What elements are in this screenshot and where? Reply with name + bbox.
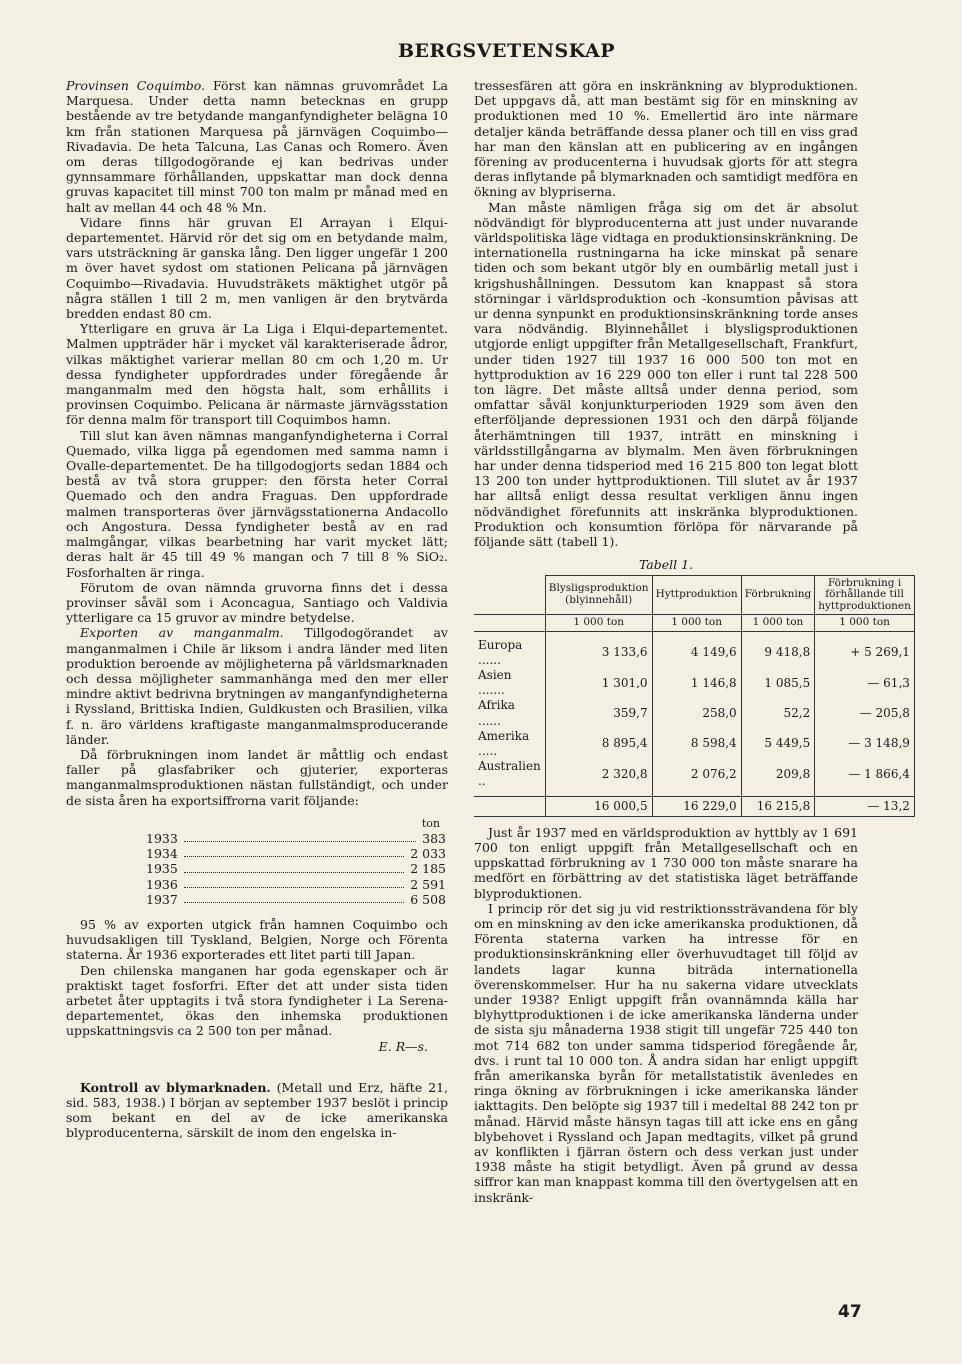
signature: E. R—s. [378,1038,428,1054]
value-cell: 209,8 [741,759,815,796]
exports-value: 6 508 [410,891,446,907]
paragraph-text: (Metall und Erz, häfte 21, sid. 583, 1938.) I början av september 1937 beslöt i princip som bekant en del av de icke amerikanska blyproducenterna, särskilt de inom den engelska in- [66,1079,449,1141]
value-cell: 4 149,6 [652,631,741,668]
value-cell: — 1 866,4 [815,759,915,796]
lead-table [474,575,915,817]
section-lead: Provinsen Coquimbo. [66,78,206,93]
paragraph: tressesfären att göra en inskränkning av blyproduktionen. Det uppgavs då, att man bestämt sig för en minskning av produktionen med 10 %. Emellertid äro inte närmare detaljer kända beträffande dessa planer och till en viss grad har man den känslan att en publicering av en ingången förening av producenterna i huvudsak gjorts för att stegra deras inflytande på blymarknaden och samtidigt medföra en ökning av blypriserna. [474,78,858,200]
exports-value: 383 [422,830,446,846]
paragraph: Man måste nämligen fråga sig om det är absolut nödvändigt för blyproducenterna att just under nuvarande världspolitiska läge vidtaga en produktionsinskränkning. De internationella rustningarna ha icke minskat på senare tiden och som bekant utgör bly en oumbärlig metall just i krigshushållningen. Dessutom kan knappast så stora störningar i världsproduktion och -konsumtion påvisas att ur denna synpunkt en produktionsinskränkning torde anses vara nödvändig. Blyinnehållet i blysligsproduktionen utgjorde enligt uppgifter från Metallgesellschaft, Frankfurt, under tiden 1927 till 1937 16 000 500 ton mot en hyttproduktion av 16 229 000 ton eller i runt tal 228 500 ton lägre. Det måste alltså under denna period, som omfattar såväl konjunkturperioden 1929 som även den efterföljande depressionen 1931 och den därpå följande återhämtningen till 1937, inträtt en minskning i världsstillgångarna av blymalm. Men även förbrukningen har under denna tidsperiod med 16 215 800 ton legat blott 13 200 ton under hyttproduktionen. Till slutet av år 1937 har alltså enligt dessa resultat verkligen ännu ingen nödvändighet förefunnits att inskränka blyproduktionen. Produktion och konsumtion förlöpa för närvarande på följande sätt (tabell 1). [474,199,858,550]
column-header: Hyttproduktion [652,575,741,615]
section-lead: Kontroll av blymarknaden. [80,1079,271,1095]
exports-value: 2 033 [410,846,446,862]
paragraph [66,625,448,747]
exports-value: 2 185 [410,861,446,877]
exports-row [146,892,446,907]
table-row [474,668,914,698]
region-cell: Asien ....... [474,668,545,698]
exports-year: 1933 [146,830,178,846]
value-cell: + 5 269,1 [815,631,915,668]
exports-value: 2 591 [410,876,446,892]
paragraph [66,1080,448,1141]
exports-year: 1934 [146,846,178,862]
unit-cell: 1 000 ton [545,615,652,632]
value-cell: 2 320,8 [545,759,652,796]
exports-row [146,846,446,861]
value-cell: 3 133,6 [545,631,652,668]
value-cell: 258,0 [652,698,741,728]
paragraph: 95 % av exporten utgick från hamnen Coquimbo och huvudsakligen till Tyskland, Belgien, Norge och Förenta staterna. År 1936 exporterades ett litet parti till Japan. [66,916,448,963]
column-header: Förbrukning [741,575,815,615]
table-row [474,759,914,796]
exports-year: 1936 [146,876,178,892]
table-row [474,698,914,728]
region-cell: Afrika ...... [474,698,545,728]
paragraph: I princip rör det sig ju vid restriktionssträvandena för bly om en minskning av den icke amerikanska produktionen, då Förenta staterna varken ha intresse för en produktionsinskränkning eller överhuvudtaget till följd av landets lagar kunna biträda internationella överenskommelser. Hur ha nu sakerna vidare utvecklats under 1938? Enligt uppgift från ovannämnda källa har blyhyttproduktionen i de icke amerikanska länderna under de sista sju månaderna 1938 stigit till ungefär 725 440 ton mot 714 682 ton under samma tidsperiod föregående år, dvs. i runt tal 10 000 ton. Å andra sidan har enligt uppgift från amerikanska byrån för metallstatistik ävenledes en ringa ökning av förbrukningen i icke amerikanska länder iakttagits. Den belöpte sig 1937 till i medeltal 88 242 ton pr månad. Härvid måste hänsyn tagas till att icke ens en gång blybehovet i Ryssland och Japan medtagits, vilket på grund av konflikten i fjärran östern och dess verkan just under 1938 måste ha stigit betydligt. Även på grund av dessa siffror kan man knappast komma till den övertygelsen att en inskränk- [474,900,858,1205]
value-cell: — 61,3 [815,668,915,698]
exports-year: 1935 [146,861,178,877]
exports-year: 1937 [146,891,178,907]
paragraph [66,78,448,215]
value-cell: 9 418,8 [741,631,815,668]
total-cell: — 13,2 [815,796,915,816]
table-row [474,729,914,759]
total-cell: 16 000,5 [545,796,652,816]
value-cell: — 205,8 [815,698,915,728]
column-header: Blysligsproduktion (blyinnehåll) [545,575,652,615]
exports-unit: ton [421,816,440,830]
totals-row [474,796,914,816]
value-cell: 1 146,8 [652,668,741,698]
paragraph: Till slut kan även nämnas manganfyndigheterna i Corral Quemado, vilka ligga på egendomen med samma namn i Ovalle-departementet. De ha tillgodogjorts sedan 1884 och bestå av två stora grupper: den första heter Corral Quemado och den andra Fraguas. Den uppfordrade malmen transporteras över järnvägsstationerna Andacollo och Angostura. Dessa fyndigheter bestå av en rad malmgångar, vilkas bearbetning har varit mycket lätt; deras halt är 45 till 49 % mangan och 7 till 8 % SiO₂. Fosforhalten är ringa. [66,427,448,580]
paragraph: Just år 1937 med en världsproduktion av hyttbly av 1 691 700 ton enligt uppgift från Metallgesellschaft och en uppskattad förbrukning av 1 730 000 ton måste snarare ha medfört en förbättring av det statistiska läget beträffande blyproduktionen. [474,824,858,901]
paragraph: Då förbrukningen inom landet är måttlig och endast faller på glasfabriker och gjuterier, exporteras manganmalmsproduktionen nästan fullständigt, och under de sista åren ha exportsiffrorna varit följande: [66,746,448,808]
section-lead: Exporten av manganmalm. [80,625,284,641]
total-cell: 16 229,0 [652,796,741,816]
unit-cell: 1 000 ton [741,615,815,632]
value-cell: 2 076,2 [652,759,741,796]
value-cell: 8 598,4 [652,729,741,759]
left-column [66,78,448,1141]
value-cell: — 3 148,9 [815,729,915,759]
region-cell: Australien .. [474,759,545,796]
paragraph: Den chilenska manganen har goda egenskaper och är praktiskt taget fosforfri. Efter det att under sista tiden arbetet åter upptagits i två stora fyndigheter i La Serena-departementet, ökas den inhemska produktionen uppskattningsvis ca 2 500 ton per månad. [66,962,448,1039]
exports-row [146,877,446,892]
page-number: 47 [838,1302,862,1322]
region-cell: Europa ...... [474,631,545,668]
paragraph: Ytterligare en gruva är La Liga i Elqui-departementet. Malmen uppträder här i mycket väl karakteriserade ådror, vilkas mäktighet varierar mellan 80 cm och 1,20 m. Ur dessa fyndigheter uppfordrades under föregående år manganmalm med den högsta halt, som erhållits i provinsen Coquimbo. Pelicana är närmaste järnvägsstation för denna malm för transport till Coquimbos hamn. [66,321,448,428]
column-header: Förbrukning i förhållande till hyttproduktionen [815,575,915,615]
value-cell: 1 301,0 [545,668,652,698]
value-cell: 359,7 [545,698,652,728]
paragraph: Förutom de ovan nämnda gruvorna finns det i dessa provinser såväl som i Aconcagua, Santiago och Valdivia ytterligare ca 15 gruvor av mindre betydelse. [66,579,448,626]
paragraph-text: Först kan nämnas gruvområdet La Marquesa. Under detta namn betecknas en grupp bestående av tre betydande manganfyndigheter belägna 10 km från stationen Marquesa på järnvägen Coquimbo—Rivadavia. De heta Talcuna, Las Canas och Romero. Även om deras tillgodogörande ej kan bedrivas under gynnsammare förhållanden, uppskattar man dock denna gruvas kapacitet till minst 700 ton malm pr månad med en halt av mellan 44 och 48 % Mn. [66,78,448,215]
value-cell: 1 085,5 [741,668,815,698]
running-header: BERGSVETENSKAP [398,40,615,62]
right-column [474,78,911,1205]
exports-table [146,816,446,907]
region-cell: Amerika ..... [474,729,545,759]
value-cell: 52,2 [741,698,815,728]
paragraph-text: Tillgodogörandet av manganmalmen i Chile är liksom i andra länder med liten produktion beroende av möjligheterna på världsmarknaden och dessa möjligheter sammanhänga med den mer eller mindre aktivt bedrivna brytningen av manganfyndigheterna i Ryssland, Brittiska Indien, Guldkusten och Brasilien, vilka f. n. äro världens kraftigaste manganmalmsproducerande länder. [66,625,448,747]
unit-cell: 1 000 ton [652,615,741,632]
total-cell: 16 215,8 [741,796,815,816]
value-cell: 8 895,4 [545,729,652,759]
value-cell: 5 449,5 [741,729,815,759]
table-row [474,631,914,668]
paragraph: Vidare finns här gruvan El Arrayan i Elqui-departementet. Härvid rör det sig om en betydande malm, vars utsträckning är ganska lång. Den ligger ungefär 1 200 m över havet sydost om stationen Pelicana på järnvägen Coquimbo—Rivadavia. Huvudsträkets mäktighet utgör på några ställen 1 till 2 m, men vanligen är den brytvärda bredden endast 80 cm. [66,214,448,322]
table-caption: Tabell 1. [638,557,694,573]
exports-row [146,831,446,846]
exports-row [146,861,446,876]
unit-cell: 1 000 ton [815,615,915,632]
